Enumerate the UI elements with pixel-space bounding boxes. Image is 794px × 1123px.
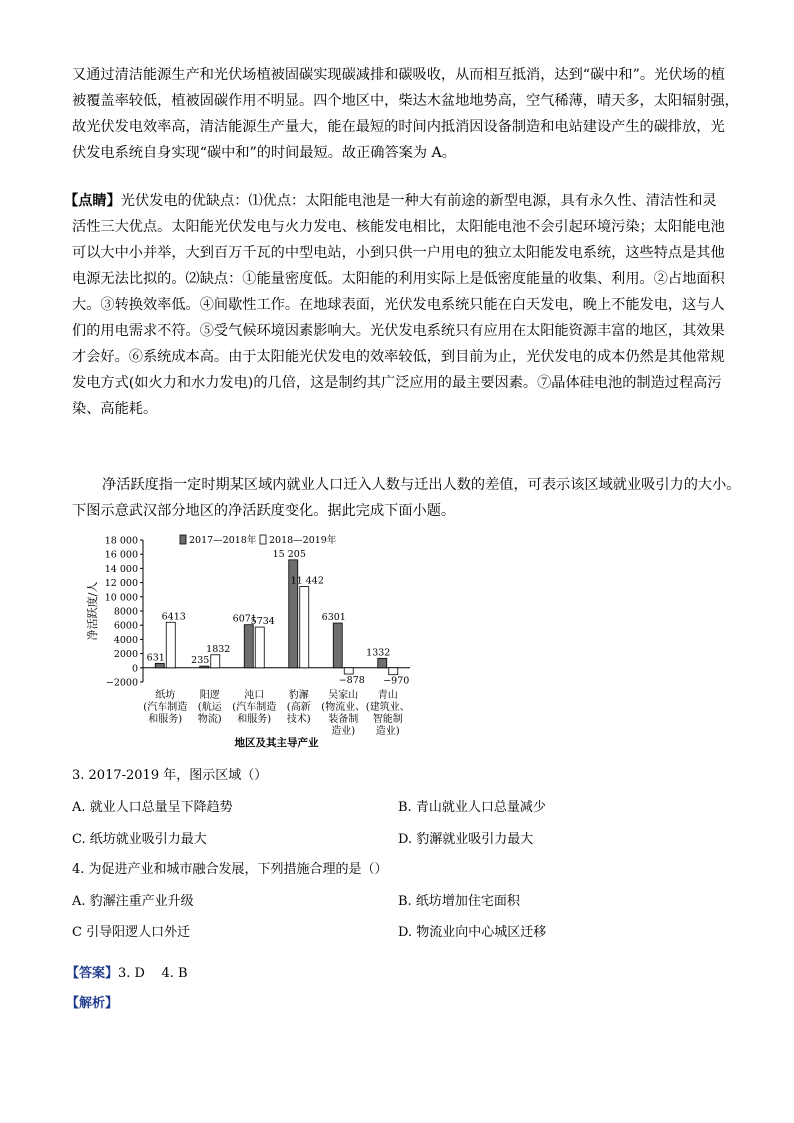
bar-value-label: 6413 bbox=[161, 611, 186, 623]
bar-value-label: −878 bbox=[338, 675, 365, 687]
category-label: 智能制 bbox=[372, 714, 403, 725]
y-tick-label: 18 000 bbox=[104, 535, 138, 547]
bar-value-label: 11 442 bbox=[290, 575, 324, 587]
bar-value-label: 1832 bbox=[206, 643, 231, 655]
question-4-option-b[interactable]: B. 纸坊增加住宅面积 bbox=[398, 894, 520, 909]
category-label: 沌口 bbox=[244, 690, 265, 701]
question-4-option-d[interactable]: D. 物流业向中心城区迁移 bbox=[398, 925, 547, 940]
text-line: 被覆盖率较低，植被固碳作用不明显。四个地区中，柴达木盆地地势高，空气稀薄，晴天多，太阳辐射强， bbox=[72, 93, 739, 109]
legend-label: 2017—2018年 bbox=[189, 535, 257, 546]
text-line: 们的用电需求不符。⑤受气候环境因素影响大。光伏发电系统只有应用在太阳能资源丰富的地区，其效果 bbox=[72, 323, 725, 339]
bar-value-label: −970 bbox=[383, 675, 410, 687]
bar bbox=[200, 666, 209, 668]
category-label: 和服务) bbox=[148, 714, 183, 725]
category-label: 物流) bbox=[197, 714, 222, 725]
analysis-paragraph bbox=[72, 62, 739, 166]
bar bbox=[389, 668, 398, 675]
text-line: 伏发电系统自身实现“碳中和”的时间最短。故正确答案为 A。 bbox=[72, 145, 456, 161]
y-tick-label: 4000 bbox=[113, 634, 138, 646]
category-label: 吴家山 bbox=[328, 690, 359, 701]
question-4-option-a[interactable]: A. 豹澥注重产业升级 bbox=[72, 894, 194, 909]
category-label: 青山 bbox=[377, 690, 398, 701]
y-tick-label: 16 000 bbox=[104, 549, 138, 561]
question-3-option-c[interactable]: C. 纸坊就业吸引力最大 bbox=[72, 832, 207, 847]
category-label: 阳逻 bbox=[199, 690, 220, 701]
bar bbox=[244, 625, 253, 668]
y-tick-label: 12 000 bbox=[104, 578, 138, 590]
y-tick-label: 10 000 bbox=[104, 592, 138, 604]
bar bbox=[344, 668, 353, 674]
question-3-stem: 3. 2017-2019 年，图示区域（） bbox=[72, 768, 268, 783]
category-label: (物流业、 bbox=[321, 702, 366, 713]
category-label: (高新 bbox=[286, 702, 311, 713]
category-label: 造业) bbox=[375, 726, 400, 737]
text-line: 净活跃度指一定时期某区域内就业人口迁入人数与迁出人数的差值，可表示该区域就业吸引力的大小。 bbox=[102, 477, 741, 493]
y-axis-label: 净活跃度/人 bbox=[86, 581, 99, 641]
bar bbox=[300, 587, 309, 668]
bar-value-label: 6301 bbox=[321, 612, 346, 624]
bar-value-label: 1332 bbox=[366, 647, 391, 659]
bar bbox=[255, 627, 264, 668]
text-line: 才会好。⑥系统成本高。由于太阳能光伏发电的效率较低，到目前为止，光伏发电的成本仍然是其他常规 bbox=[72, 349, 725, 365]
bar bbox=[155, 663, 164, 667]
x-axis-label: 地区及其主导产业 bbox=[234, 737, 319, 749]
y-tick-label: 2000 bbox=[113, 649, 138, 661]
bar-value-label: 5734 bbox=[250, 616, 275, 628]
y-tick-label: 14 000 bbox=[104, 563, 138, 575]
text-line: 可以大中小并举，大到百万千瓦的中型电站，小到只供一户用电的独立太阳能发电系统，这些特点是其他 bbox=[72, 245, 725, 261]
question-3-option-d[interactable]: D. 豹澥就业吸引力最大 bbox=[398, 832, 534, 847]
answer-line bbox=[66, 962, 188, 981]
text-line: 大。③转换效率低。④间歇性工作。在地球表面，光伏发电系统只能在白天发电，晚上不能发电，这与人 bbox=[72, 297, 725, 313]
category-label: 豹澥 bbox=[288, 690, 309, 701]
y-tick-label: 8000 bbox=[113, 606, 138, 618]
text-line: 电源无法比拟的。⑵缺点：①能量密度低。太阳能的利用实际上是低密度能量的收集、利用。②占地面积 bbox=[72, 271, 725, 287]
text-line: 活性三大优点。太阳能光伏发电与火力发电、核能发电相比，太阳能电池不会引起环境污染；太阳能电池 bbox=[72, 219, 725, 235]
answer-text: 3. D 4. B bbox=[118, 966, 188, 981]
bar-value-label: 6071 bbox=[232, 613, 257, 625]
bar-value-label: 235 bbox=[191, 655, 210, 667]
answer-label: 【答案】 bbox=[66, 966, 119, 981]
intro-paragraph bbox=[72, 472, 741, 524]
category-label: 技术) bbox=[286, 714, 311, 725]
category-label: 纸坊 bbox=[155, 690, 176, 701]
question-4-stem: 4. 为促进产业和城市融合发展，下列措施合理的是（） bbox=[72, 862, 388, 877]
text-line: 染、高能耗。 bbox=[72, 401, 158, 417]
category-label: 装备制 bbox=[328, 714, 359, 725]
bar bbox=[378, 658, 387, 667]
category-label: 造业) bbox=[331, 726, 356, 737]
text-line: 光伏发电的优缺点：⑴优点：太阳能电池是一种大有前途的新型电源，具有永久性、清洁性和灵 bbox=[120, 193, 717, 209]
bar bbox=[211, 655, 220, 668]
net-activity-bar-chart bbox=[88, 532, 418, 752]
y-tick-label: 6000 bbox=[113, 620, 138, 632]
bar-value-label: 15 205 bbox=[272, 548, 306, 560]
legend-swatch-2017-2018 bbox=[180, 535, 186, 544]
text-line: 发电方式(如火力和水力发电)的几倍，这是制约其广泛应用的最主要因素。⑦晶体硅电池的制造过程高污 bbox=[72, 375, 722, 391]
category-label: (汽车制造 bbox=[143, 702, 188, 713]
bar bbox=[333, 623, 342, 668]
category-label: 和服务) bbox=[237, 714, 272, 725]
explanation-line bbox=[66, 992, 118, 1011]
question-4-option-c[interactable]: C 引导阳逻人口外迁 bbox=[72, 925, 191, 940]
bar bbox=[166, 622, 175, 668]
text-line: 故光伏发电效率高，清洁能源生产量大，能在最短的时间内抵消因设备制造和电站建设产生的碳排放，光 bbox=[72, 119, 725, 135]
question-3-option-b[interactable]: B. 青山就业人口总量减少 bbox=[398, 800, 546, 815]
category-label: (建筑业、 bbox=[365, 702, 410, 713]
y-tick-label: 0 bbox=[131, 663, 138, 675]
text-line: 下图示意武汉部分地区的净活跃度变化。据此完成下面小题。 bbox=[72, 503, 456, 519]
comment-section bbox=[64, 188, 724, 422]
legend-label: 2018—2019年 bbox=[269, 535, 337, 546]
y-tick-label: −2000 bbox=[105, 677, 138, 689]
question-3-option-a[interactable]: A. 就业人口总量呈下降趋势 bbox=[72, 800, 233, 815]
legend-swatch-2018-2019 bbox=[260, 535, 266, 544]
text-line: 又通过清洁能源生产和光伏场植被固碳实现碳减排和碳吸收，从而相互抵消，达到“碳中和”。光伏场的植 bbox=[72, 67, 725, 83]
category-label: (航运 bbox=[197, 702, 222, 713]
category-label: (汽车制造 bbox=[232, 702, 277, 713]
bar-value-label: 631 bbox=[146, 652, 165, 664]
explanation-label: 【解析】 bbox=[66, 996, 119, 1011]
comment-label: 【点睛】 bbox=[64, 193, 121, 209]
